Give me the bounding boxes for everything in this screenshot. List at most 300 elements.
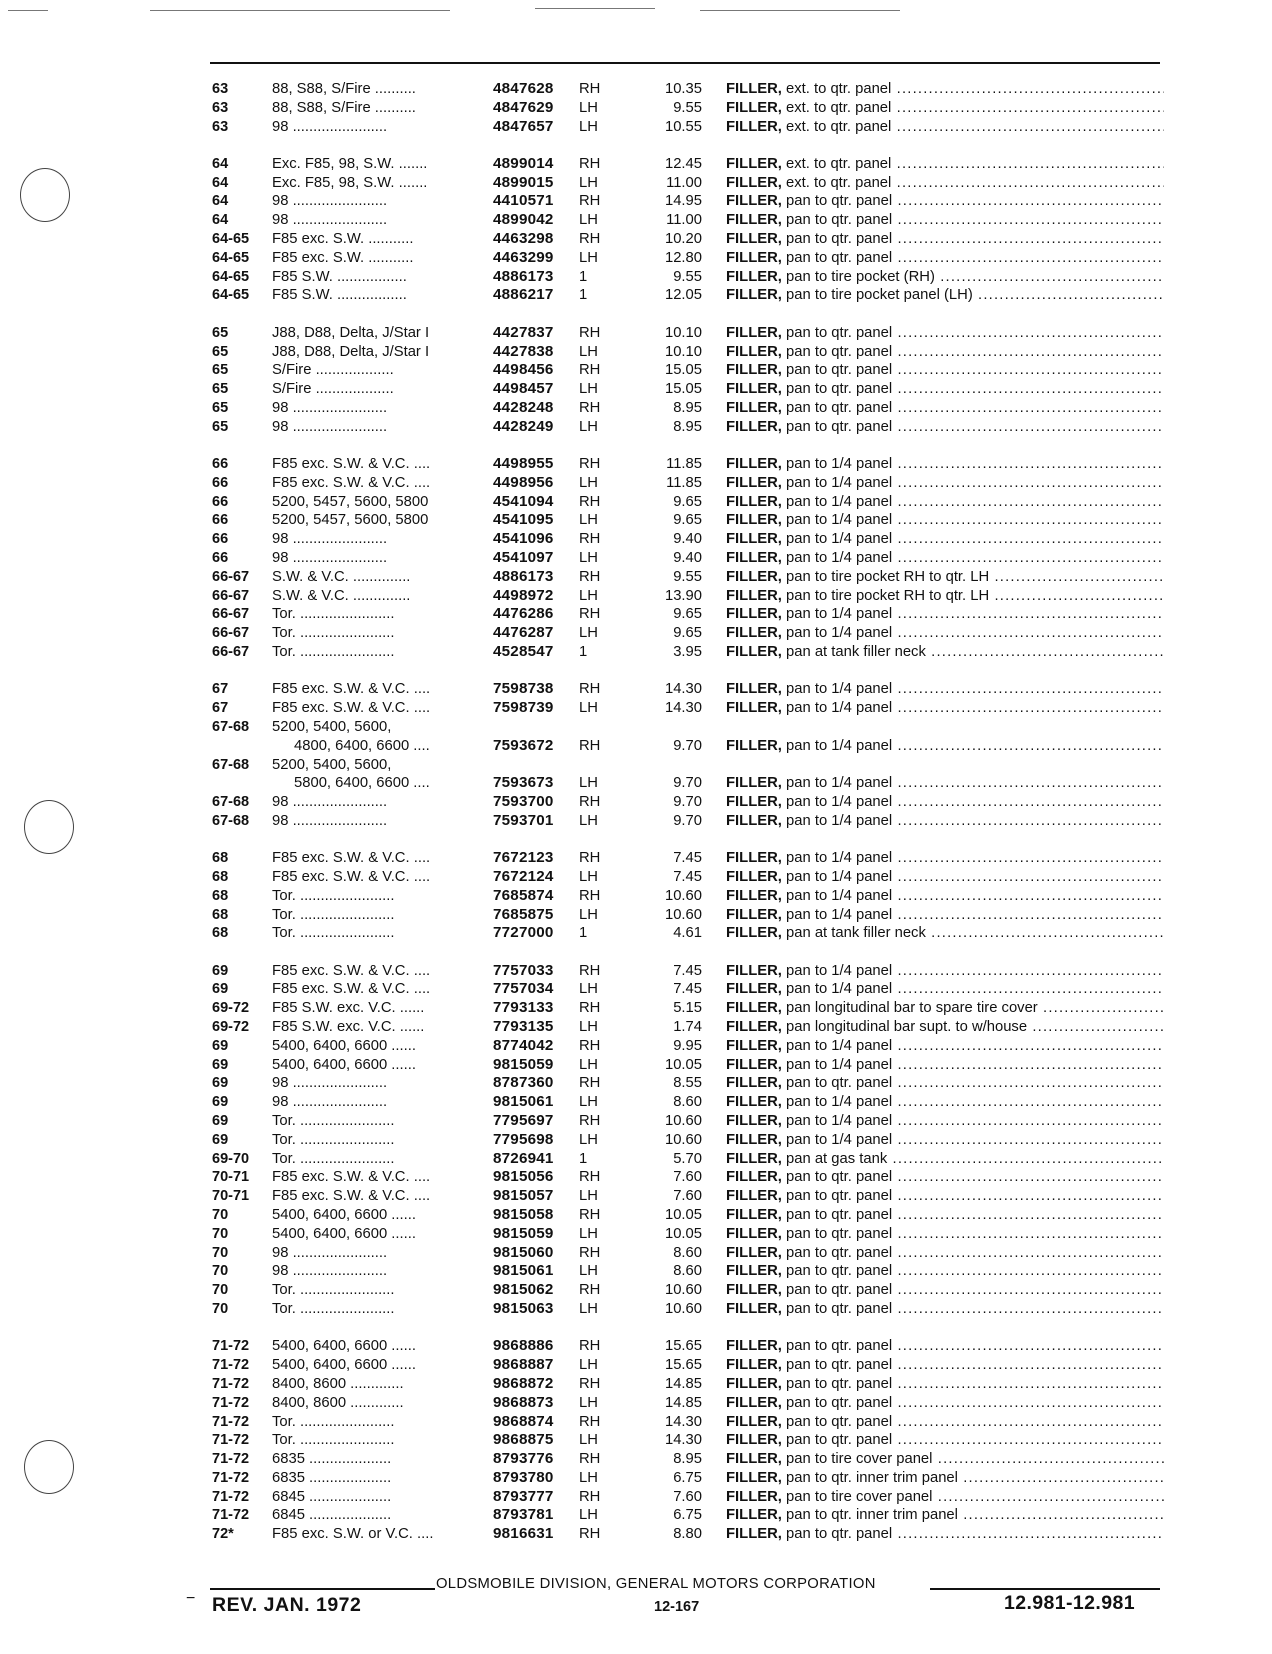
model-cell: 98 ....................... <box>272 812 388 829</box>
description-cell <box>726 343 1164 362</box>
year-cell: 67-68 <box>212 794 250 811</box>
model-cell: S/Fire ................... <box>272 381 394 398</box>
table-row <box>0 361 1272 380</box>
side-qty-cell: RH <box>579 81 601 97</box>
price-cell: 15.05 <box>664 362 702 379</box>
description-keyword: FILLER, <box>726 1488 782 1505</box>
side-qty-cell: LH <box>579 418 598 435</box>
year-cell: 72* <box>212 1526 234 1543</box>
model-cell: 6845 .................... <box>272 1488 392 1505</box>
footer-revision: REV. JAN. 1972 <box>212 1594 362 1616</box>
description-text: pan to qtr. panel ..... <box>786 1432 1164 1448</box>
price-cell: 10.55 <box>664 118 702 135</box>
part-number-cell: 9815059 <box>493 1224 554 1242</box>
description-text: pan to tire pocket (RH) ..... <box>786 269 1164 285</box>
year-cell: 64 <box>212 174 229 191</box>
part-number-cell: 4428248 <box>493 398 554 416</box>
description-keyword: FILLER, <box>726 568 782 585</box>
model-cell: Tor. ....................... <box>272 925 395 942</box>
table-row <box>0 1018 1272 1037</box>
description-keyword: FILLER, <box>726 1451 782 1468</box>
description-keyword: FILLER, <box>726 887 782 904</box>
description-text: pan to qtr. panel ..... <box>786 1245 1164 1261</box>
description-cell <box>726 980 1164 999</box>
price-cell: 10.10 <box>664 324 702 341</box>
side-qty-cell: LH <box>579 474 598 491</box>
description-cell <box>726 530 1164 549</box>
price-cell: 11.00 <box>666 174 702 191</box>
table-row <box>0 211 1272 230</box>
side-qty-cell: LH <box>579 775 598 792</box>
description-text: pan at tank filler neck ..... <box>786 925 1164 941</box>
description-keyword: FILLER, <box>726 512 782 529</box>
year-cell: 66-67 <box>212 568 250 585</box>
side-qty-cell: LH <box>579 1225 598 1242</box>
year-cell: 68 <box>212 850 229 867</box>
description-text: pan to 1/4 panel ..... <box>786 775 1164 791</box>
description-text: pan longitudinal bar supt. to w/house ..... <box>786 1019 1164 1035</box>
model-cell: J88, D88, Delta, J/Star I <box>272 324 430 341</box>
part-number-cell: 9868872 <box>493 1374 554 1392</box>
year-cell: 69 <box>212 1094 229 1111</box>
year-cell: 71-72 <box>212 1357 250 1374</box>
price-cell: 9.65 <box>673 512 702 529</box>
part-number-cell: 4847657 <box>493 117 554 135</box>
description-text: pan to 1/4 panel ..... <box>786 869 1164 885</box>
price-cell: 8.60 <box>673 1244 702 1261</box>
description-text: pan to 1/4 panel ..... <box>786 512 1164 528</box>
part-number-cell: 4541095 <box>493 511 554 529</box>
part-number-cell: 4498955 <box>493 455 554 473</box>
description-text: ext. to qtr. panel ..... <box>786 175 1164 191</box>
description-keyword: FILLER, <box>726 1244 782 1261</box>
model-cell: Tor. ....................... <box>272 1282 395 1299</box>
table-row <box>0 324 1272 343</box>
description-text: ext. to qtr. panel ..... <box>786 119 1164 135</box>
year-cell: 69 <box>212 1075 229 1092</box>
side-qty-cell: LH <box>579 118 598 135</box>
side-qty-cell: RH <box>579 568 601 585</box>
part-number-cell: 4428249 <box>493 417 554 435</box>
model-cell: 4800, 6400, 6600 .... <box>294 737 430 754</box>
description-text: pan to qtr. panel ..... <box>786 1188 1164 1204</box>
parts-table <box>0 80 1272 1563</box>
model-cell: Exc. F85, 98, S.W. ....... <box>272 174 428 191</box>
part-number-cell: 7593673 <box>493 774 554 792</box>
description-cell <box>726 1018 1164 1037</box>
description-cell <box>726 1450 1164 1469</box>
part-number-cell: 7793133 <box>493 999 554 1017</box>
year-cell: 69-72 <box>212 1019 250 1036</box>
part-number-cell: 7598738 <box>493 680 554 698</box>
price-cell: 14.85 <box>664 1375 702 1392</box>
table-row <box>0 887 1272 906</box>
description-cell <box>726 1037 1164 1056</box>
description-cell <box>726 793 1164 812</box>
side-qty-cell: LH <box>579 700 598 717</box>
description-cell <box>726 1206 1164 1225</box>
part-number-cell: 4886173 <box>493 567 554 585</box>
model-cell: Exc. F85, 98, S.W. ....... <box>272 155 428 172</box>
description-cell <box>726 192 1164 211</box>
description-cell <box>726 286 1164 305</box>
price-cell: 6.75 <box>673 1507 702 1524</box>
description-text: pan to 1/4 panel ..... <box>786 1113 1164 1129</box>
description-text: pan to qtr. panel ..... <box>786 193 1164 209</box>
top-rule <box>210 62 1160 64</box>
part-number-cell: 8793776 <box>493 1450 554 1468</box>
part-number-cell: 4498457 <box>493 380 554 398</box>
description-cell <box>726 1262 1164 1281</box>
price-cell: 14.30 <box>664 700 702 717</box>
description-cell <box>726 268 1164 287</box>
description-text: pan to qtr. panel ..... <box>786 400 1164 416</box>
table-row <box>0 418 1272 437</box>
part-number-cell: 4528547 <box>493 643 554 661</box>
price-cell: 9.95 <box>673 1037 702 1054</box>
side-qty-cell: LH <box>579 812 598 829</box>
description-keyword: FILLER, <box>726 1338 782 1355</box>
year-cell: 66 <box>212 493 229 510</box>
table-row <box>0 511 1272 530</box>
year-cell: 68 <box>212 925 229 942</box>
part-number-cell: 7593700 <box>493 793 554 811</box>
description-keyword: FILLER, <box>726 812 782 829</box>
year-cell: 71-72 <box>212 1338 250 1355</box>
price-cell: 14.30 <box>664 1432 702 1449</box>
price-cell: 9.40 <box>673 550 702 567</box>
price-cell: 14.30 <box>664 1413 702 1430</box>
side-qty-cell: RH <box>579 1282 601 1299</box>
year-cell: 70 <box>212 1207 229 1224</box>
table-row <box>0 1413 1272 1432</box>
model-cell: Tor. ....................... <box>272 1413 395 1430</box>
parts-group <box>0 455 1272 662</box>
description-cell <box>726 999 1164 1018</box>
model-cell: 5400, 6400, 6600 ...... <box>272 1037 416 1054</box>
year-cell: 65 <box>212 343 229 360</box>
part-number-cell: 4899042 <box>493 211 554 229</box>
price-cell: 15.05 <box>664 381 702 398</box>
parts-group <box>0 155 1272 305</box>
table-row <box>0 268 1272 287</box>
side-qty-cell: LH <box>579 1432 598 1449</box>
description-cell <box>726 80 1164 99</box>
price-cell: 7.45 <box>673 868 702 885</box>
description-text: pan at gas tank ..... <box>786 1151 1164 1167</box>
model-cell: Tor. ....................... <box>272 625 395 642</box>
price-cell: 8.60 <box>673 1263 702 1280</box>
year-cell: 68 <box>212 906 229 923</box>
part-number-cell: 4427838 <box>493 342 554 360</box>
side-qty-cell: RH <box>579 493 601 510</box>
year-cell: 64 <box>212 193 229 210</box>
description-cell <box>726 1413 1164 1432</box>
parts-group <box>0 680 1272 830</box>
model-cell: 98 ....................... <box>272 1244 388 1261</box>
description-cell <box>726 1244 1164 1263</box>
price-cell: 8.95 <box>673 418 702 435</box>
model-cell: 88, S88, S/Fire .......... <box>272 99 416 116</box>
model-cell: 5200, 5457, 5600, 5800 <box>272 512 429 529</box>
price-cell: 9.65 <box>673 625 702 642</box>
model-cell: 98 ....................... <box>272 399 388 416</box>
description-text: pan to 1/4 panel ..... <box>786 606 1164 622</box>
side-qty-cell: RH <box>579 887 601 904</box>
description-cell <box>726 1150 1164 1169</box>
price-cell: 4.61 <box>673 925 702 942</box>
year-cell: 64-65 <box>212 287 250 304</box>
description-keyword: FILLER, <box>726 343 782 360</box>
table-row <box>0 605 1272 624</box>
description-cell <box>726 1187 1164 1206</box>
description-keyword: FILLER, <box>726 1357 782 1374</box>
year-cell: 64 <box>212 155 229 172</box>
table-row <box>0 249 1272 268</box>
description-cell <box>726 812 1164 831</box>
description-text: pan to 1/4 panel ..... <box>786 888 1164 904</box>
description-cell <box>726 680 1164 699</box>
part-number-cell: 4847628 <box>493 80 554 97</box>
model-cell: 8400, 8600 ............. <box>272 1375 404 1392</box>
description-text: pan to qtr. panel ..... <box>786 1169 1164 1185</box>
side-qty-cell: LH <box>579 174 598 191</box>
model-cell: F85 exc. S.W. or V.C. .... <box>272 1526 434 1543</box>
year-cell: 66-67 <box>212 587 250 604</box>
description-cell <box>726 737 1164 756</box>
part-number-cell: 9815058 <box>493 1206 554 1224</box>
part-number-cell: 8793781 <box>493 1506 554 1524</box>
price-cell: 10.05 <box>664 1207 702 1224</box>
description-text: pan to 1/4 panel ..... <box>786 850 1164 866</box>
table-row <box>0 680 1272 699</box>
model-cell: 98 ....................... <box>272 1263 388 1280</box>
model-cell: F85 exc. S.W. & V.C. .... <box>272 981 431 998</box>
description-keyword: FILLER, <box>726 644 782 661</box>
year-cell: 69 <box>212 1131 229 1148</box>
price-cell: 8.80 <box>673 1526 702 1543</box>
description-cell <box>726 211 1164 230</box>
year-cell: 64 <box>212 212 229 229</box>
description-cell <box>726 99 1164 118</box>
description-keyword: FILLER, <box>726 737 782 754</box>
side-qty-cell: LH <box>579 249 598 266</box>
part-number-cell: 4886173 <box>493 267 554 285</box>
year-cell: 71-72 <box>212 1451 250 1468</box>
description-cell <box>726 1488 1164 1507</box>
side-qty-cell: 1 <box>579 644 588 661</box>
description-text: pan to 1/4 panel ..... <box>786 813 1164 829</box>
model-cell: F85 exc. S.W. & V.C. .... <box>272 681 431 698</box>
price-cell: 9.70 <box>673 794 702 811</box>
model-cell: 5800, 6400, 6600 .... <box>294 775 430 792</box>
price-cell: 9.70 <box>673 737 702 754</box>
description-text: pan to qtr. panel ..... <box>786 1357 1164 1373</box>
table-row <box>0 699 1272 718</box>
description-keyword: FILLER, <box>726 81 782 97</box>
model-cell: Tor. ....................... <box>272 1113 395 1130</box>
table-row <box>0 1056 1272 1075</box>
table-row <box>0 1150 1272 1169</box>
description-cell <box>726 418 1164 437</box>
table-row <box>0 774 1272 793</box>
year-cell: 69 <box>212 981 229 998</box>
year-cell: 71-72 <box>212 1432 250 1449</box>
table-row <box>0 1375 1272 1394</box>
table-row <box>0 493 1272 512</box>
part-number-cell: 9815061 <box>493 1262 554 1280</box>
table-row <box>0 380 1272 399</box>
year-cell: 70 <box>212 1225 229 1242</box>
part-number-cell: 4498956 <box>493 473 554 491</box>
price-cell: 8.95 <box>673 1451 702 1468</box>
model-cell: F85 exc. S.W. ........... <box>272 231 414 248</box>
side-qty-cell: LH <box>579 1131 598 1148</box>
description-text: pan to qtr. panel ..... <box>786 1263 1164 1279</box>
table-row <box>0 1300 1272 1319</box>
side-qty-cell: RH <box>579 1488 601 1505</box>
description-keyword: FILLER, <box>726 493 782 510</box>
price-cell: 7.60 <box>673 1488 702 1505</box>
description-keyword: FILLER, <box>726 1469 782 1486</box>
description-keyword: FILLER, <box>726 1000 782 1017</box>
table-row <box>0 1131 1272 1150</box>
table-row <box>0 1168 1272 1187</box>
year-cell: 69 <box>212 1037 229 1054</box>
table-row <box>0 286 1272 305</box>
part-number-cell: 8793780 <box>493 1468 554 1486</box>
side-qty-cell: RH <box>579 794 601 811</box>
part-number-cell: 7672124 <box>493 867 554 885</box>
year-cell: 63 <box>212 99 229 116</box>
part-number-cell: 7795698 <box>493 1130 554 1148</box>
part-number-cell: 4541097 <box>493 549 554 567</box>
description-keyword: FILLER, <box>726 212 782 229</box>
description-text: pan to qtr. panel ..... <box>786 419 1164 435</box>
price-cell: 10.05 <box>664 1225 702 1242</box>
description-text: pan to 1/4 panel ..... <box>786 700 1164 716</box>
description-cell <box>726 1281 1164 1300</box>
year-cell: 66 <box>212 531 229 548</box>
model-cell: Tor. ....................... <box>272 644 395 661</box>
table-row <box>0 1394 1272 1413</box>
table-row <box>0 343 1272 362</box>
description-keyword: FILLER, <box>726 399 782 416</box>
model-cell: Tor. ....................... <box>272 606 395 623</box>
description-text: pan to 1/4 panel ..... <box>786 550 1164 566</box>
side-qty-cell: RH <box>579 962 601 979</box>
description-text: pan to tire pocket RH to qtr. LH ..... <box>786 588 1164 604</box>
price-cell: 9.65 <box>673 493 702 510</box>
part-number-cell: 9815057 <box>493 1187 554 1205</box>
side-qty-cell: LH <box>579 99 598 116</box>
side-qty-cell: LH <box>579 381 598 398</box>
part-number-cell: 9815060 <box>493 1243 554 1261</box>
model-cell: F85 exc. S.W. ........... <box>272 249 414 266</box>
description-keyword: FILLER, <box>726 1432 782 1449</box>
parts-group <box>0 324 1272 437</box>
side-qty-cell: RH <box>579 324 601 341</box>
price-cell: 6.75 <box>673 1469 702 1486</box>
model-cell: S.W. & V.C. .............. <box>272 568 411 585</box>
description-cell <box>726 699 1164 718</box>
model-cell: 5200, 5400, 5600, <box>272 756 392 773</box>
description-keyword: FILLER, <box>726 1150 782 1167</box>
year-cell: 66 <box>212 474 229 491</box>
side-qty-cell: LH <box>579 1301 598 1318</box>
model-cell: F85 exc. S.W. & V.C. .... <box>272 1188 431 1205</box>
parts-group <box>0 849 1272 943</box>
part-number-cell: 7757034 <box>493 980 554 998</box>
price-cell: 7.45 <box>673 981 702 998</box>
part-number-cell: 4886217 <box>493 286 554 304</box>
model-cell: 5400, 6400, 6600 ...... <box>272 1357 416 1374</box>
scan-artifact-line <box>700 10 900 11</box>
price-cell: 7.45 <box>673 962 702 979</box>
price-cell: 8.95 <box>673 399 702 416</box>
price-cell: 10.20 <box>664 231 702 248</box>
parts-group <box>0 962 1272 1319</box>
year-cell: 71-72 <box>212 1488 250 1505</box>
part-number-cell: 9868874 <box>493 1412 554 1430</box>
model-cell: F85 S.W. ................. <box>272 287 407 304</box>
price-cell: 13.90 <box>664 587 702 604</box>
table-row <box>0 1262 1272 1281</box>
year-cell: 71-72 <box>212 1394 250 1411</box>
table-row <box>0 1469 1272 1488</box>
side-qty-cell: RH <box>579 155 601 172</box>
description-keyword: FILLER, <box>726 1113 782 1130</box>
description-keyword: FILLER, <box>726 550 782 567</box>
part-number-cell: 7795697 <box>493 1112 554 1130</box>
description-text: pan to tire pocket panel (LH) ..... <box>786 287 1164 303</box>
table-row <box>0 624 1272 643</box>
description-keyword: FILLER, <box>726 606 782 623</box>
description-keyword: FILLER, <box>726 1019 782 1036</box>
year-cell: 67-68 <box>212 812 250 829</box>
year-cell: 69-70 <box>212 1150 250 1167</box>
model-cell: 5400, 6400, 6600 ...... <box>272 1207 416 1224</box>
footer-rule-left <box>210 1588 435 1590</box>
model-cell: Tor. ....................... <box>272 1432 395 1449</box>
description-cell <box>726 587 1164 606</box>
table-row <box>0 99 1272 118</box>
model-cell: Tor. ....................... <box>272 1150 395 1167</box>
description-keyword: FILLER, <box>726 1094 782 1111</box>
description-text: pan to qtr. inner trim panel ..... <box>786 1507 1164 1523</box>
description-keyword: FILLER, <box>726 1282 782 1299</box>
description-keyword: FILLER, <box>726 700 782 717</box>
table-row <box>0 980 1272 999</box>
part-number-cell: 4476286 <box>493 605 554 623</box>
description-keyword: FILLER, <box>726 155 782 172</box>
side-qty-cell: LH <box>579 212 598 229</box>
description-text: pan to qtr. panel ..... <box>786 1395 1164 1411</box>
part-number-cell: 8774042 <box>493 1036 554 1054</box>
year-cell: 70-71 <box>212 1169 250 1186</box>
price-cell: 3.95 <box>673 644 702 661</box>
year-cell: 67 <box>212 700 229 717</box>
part-number-cell: 8726941 <box>493 1149 554 1167</box>
side-qty-cell: RH <box>579 399 601 416</box>
model-cell: 98 ....................... <box>272 531 388 548</box>
side-qty-cell: RH <box>579 1075 601 1092</box>
description-keyword: FILLER, <box>726 362 782 379</box>
table-row <box>0 924 1272 943</box>
price-cell: 9.65 <box>673 606 702 623</box>
description-keyword: FILLER, <box>726 249 782 266</box>
model-cell: 6835 .................... <box>272 1469 392 1486</box>
